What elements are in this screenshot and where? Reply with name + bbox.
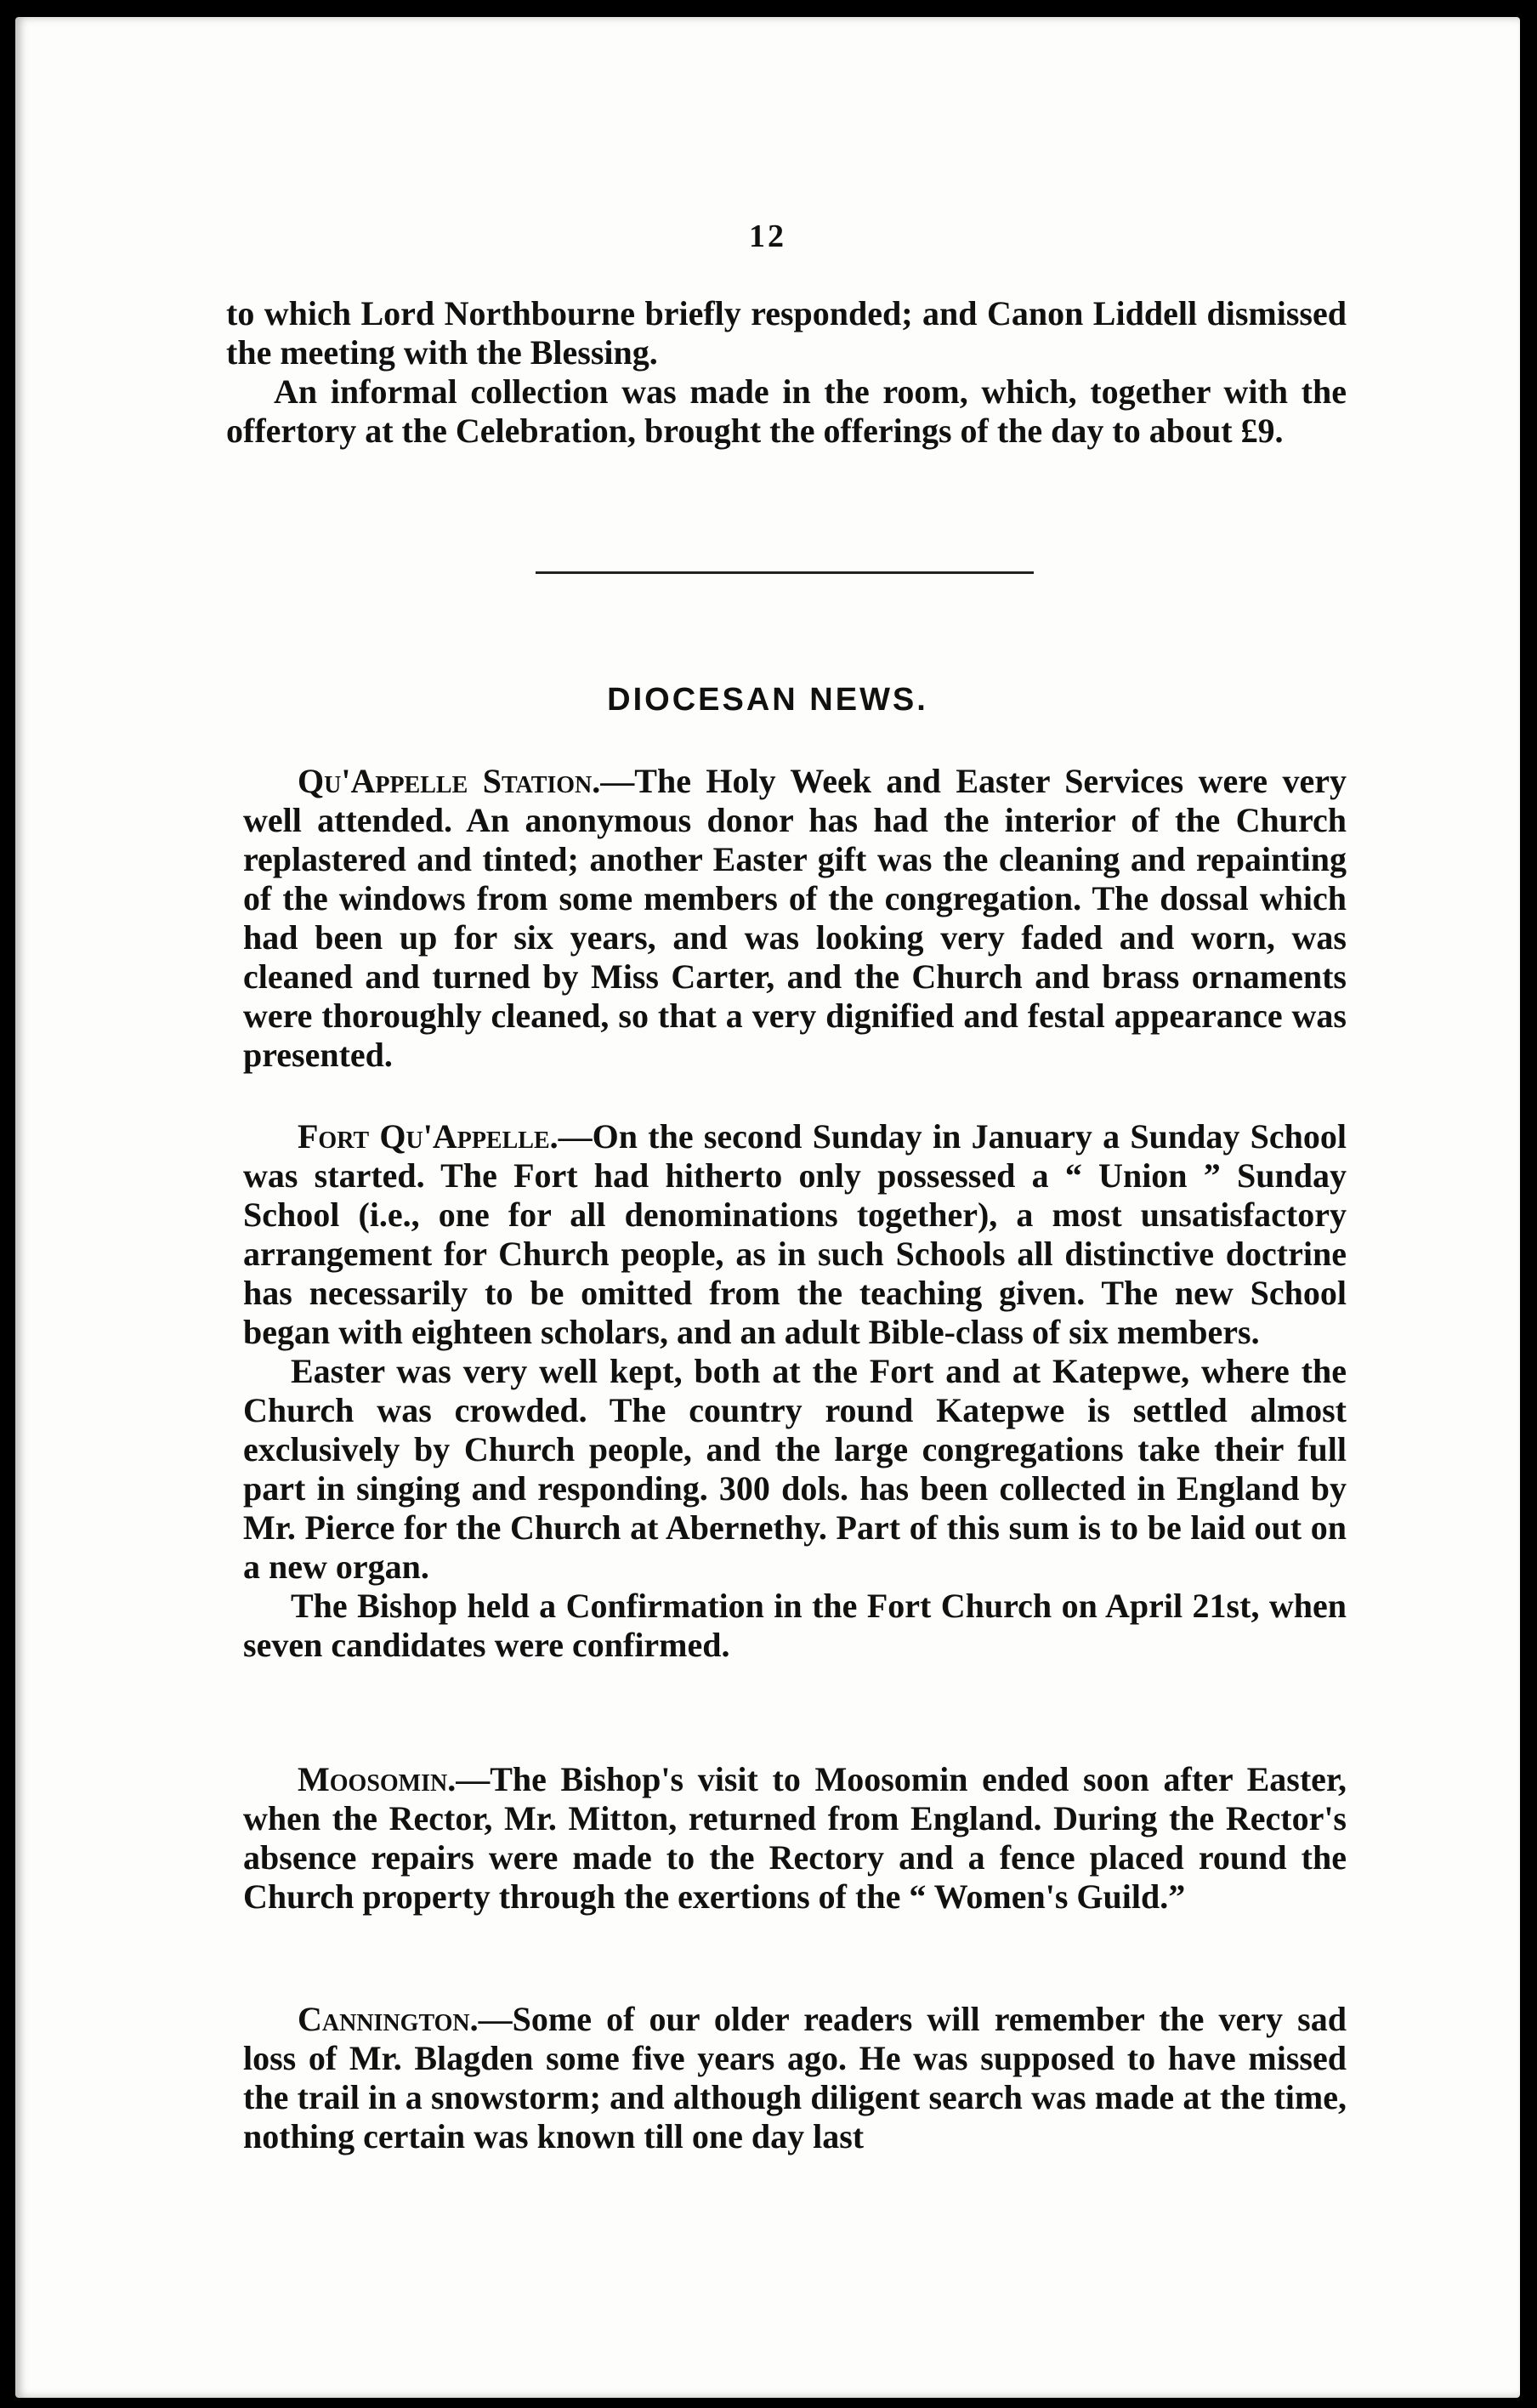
news-text: —The Bishop's visit to Moosomin ended soon after Easter, when the Rector, Mr. Mitton, returned from England. During the Rector's absence repairs were made to the Rectory and a fence placed round the Church property through the exertions of the “ Women's Guild.”	[243, 1760, 1347, 1916]
news-text: —Some of our older readers will remember the very sad loss of Mr. Blagden some five years ago. He was supposed to have missed the trail in a snowstorm; and although diligent search was made at the time, nothing certain was known till one day last	[243, 2000, 1347, 2155]
news-paragraph-2: Easter was very well kept, both at the Fort and at Katepwe, where the Church was crowded. The country round Katepwe is settled almost exclusively by Church people, and the large congregations take their full part in singing and responding. 300 dols. has been collected in England by Mr. Pierce for the Church at Abernethy. Part of this sum is to be laid out on a new organ.	[243, 1352, 1347, 1586]
section-heading: DIOCESAN NEWS.	[607, 682, 928, 718]
intro-paragraph-1: to which Lord Northbourne briefly responded; and Canon Liddell dismissed the meeting with the Blessing.	[226, 294, 1347, 372]
news-paragraph-3: The Bishop held a Confirmation in the Fort Church on April 21st, when seven candidates were confirmed.	[243, 1587, 1347, 1664]
news-text: —On the second Sunday in January a Sunday School was started. The Fort had hitherto only possessed a “ Union ” Sunday School (i.e., one for all denominations together), a most unsatisfactory arrangement for Church people, as in such Schools all distinctive doctrine has necessarily to be omitted from the teaching given. The new School began with eighteen scholars, and an adult Bible-class of six members.	[243, 1117, 1347, 1351]
news-quappelle-station	[243, 762, 1347, 1075]
news-paragraph	[243, 1760, 1347, 1917]
news-text: —The Holy Week and Easter Services were very well attended. An anonymous donor has had the interior of the Church replastered and tinted; another Easter gift was the cleaning and repainting of the windows from some members of the congregation. The dossal which had been up for six years, and was looking very faded and worn, was cleaned and turned by Miss Carter, and the Church and brass ornaments were thoroughly cleaned, so that a very dignified and festal appearance was presented.	[243, 762, 1347, 1074]
intro-paragraph-2: An informal collection was made in the room, which, together with the offertory at the Celebration, brought the offerings of the day to about £9.	[226, 372, 1347, 450]
news-paragraph	[243, 2000, 1347, 2156]
place-name: Fort Qu'Appelle.	[298, 1117, 559, 1156]
news-moosomin	[243, 1760, 1347, 1917]
place-name: Qu'Appelle Station.	[298, 762, 601, 800]
intro-text	[226, 294, 1347, 451]
news-cannington	[243, 2000, 1347, 2156]
news-fort-quappelle	[243, 1117, 1347, 1665]
place-name: Moosomin.	[298, 1760, 457, 1798]
place-name: Cannington.	[298, 2000, 479, 2038]
page-number: 12	[749, 219, 786, 254]
section-divider	[536, 571, 1034, 574]
news-paragraph	[243, 1117, 1347, 1352]
document-page	[15, 17, 1520, 2398]
news-paragraph	[243, 762, 1347, 1075]
